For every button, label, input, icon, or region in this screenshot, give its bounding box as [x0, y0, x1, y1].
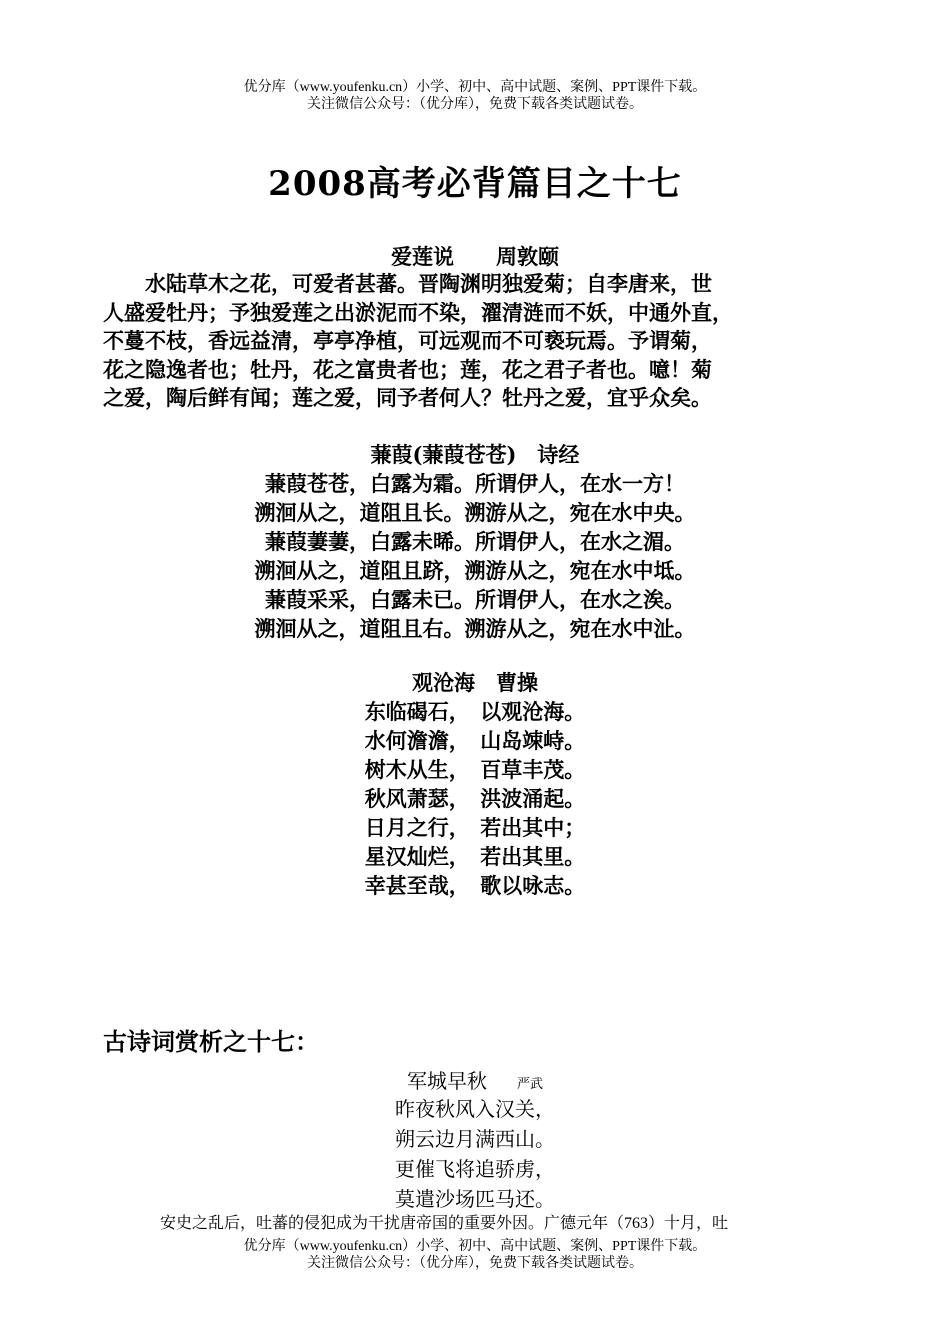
guancanghai-line: 水何澹澹， 山岛竦峙。: [364, 728, 586, 753]
guancanghai-heading: 观沧海 曹操: [412, 670, 538, 695]
header-line-2: 关注微信公众号：（优分库），免费下载各类试题试卷。: [307, 97, 643, 112]
ailian-line: 不蔓不枝，香远益清，亭亭净植，可远观而不可亵玩焉。予谓菊，: [103, 328, 712, 354]
header-line-1: 优分库（www.youfenku.cn）小学、初中、高中试题、案例、PPT课件下载。: [243, 80, 707, 95]
guancanghai-line: 秋风萧瑟， 洪波涌起。: [364, 786, 586, 811]
intro-text: 安史之乱后，吐蕃的侵犯成为干扰唐帝国的重要外因。广德元年（763）十月，吐: [160, 1215, 729, 1232]
jianjia-heading: 蒹葭(蒹葭苍苍) 诗经: [370, 442, 580, 467]
jianjia-line: 蒹葭萋萋，白露未晞。所谓伊人，在水之湄。: [265, 529, 685, 554]
jianjia-line: 溯洄从之，道阻且长。溯游从之，宛在水中央。: [254, 500, 696, 525]
ailian-line: 人盛爱牡丹；予独爱莲之出淤泥而不染，濯清涟而不妖，中通外直，: [103, 299, 733, 325]
poem-line: 莫遣沙场匹马还。: [395, 1187, 555, 1211]
guancanghai-line: 树木从生， 百草丰茂。: [364, 757, 586, 782]
guancanghai-line: 日月之行， 若出其中；: [364, 815, 586, 840]
page-title: 2008高考必背篇目之十七: [268, 164, 682, 204]
ailian-line: 水陆草木之花，可爱者甚蕃。晋陶渊明独爱菊；自李唐来，世: [103, 271, 712, 296]
guancanghai-line: 东临碣石， 以观沧海。: [364, 699, 586, 724]
footer-line-2: 关注微信公众号：（优分库），免费下载各类试题试卷。: [307, 1256, 643, 1271]
poem-title: 军城早秋: [406, 1069, 487, 1093]
jianjia-line: 蒹葭苍苍，白露为霜。所谓伊人，在水一方！: [265, 471, 685, 496]
jianjia-line: 蒹葭采采，白露未已。所谓伊人，在水之涘。: [265, 587, 685, 612]
jianjia-body: [0, 469, 950, 643]
ailian-line: 之爱，陶后鲜有闻；莲之爱，同予者何人？牡丹之爱，宜乎众矣。: [103, 385, 712, 411]
section-title: 古诗词赏析之十七：: [103, 1028, 319, 1056]
guancanghai-body: [0, 697, 950, 900]
ailian-line: 花之隐逸者也；牡丹，花之富贵者也；莲，花之君子者也。噫！菊: [103, 356, 712, 382]
junchengzaoqiu-body: [0, 1094, 950, 1214]
ailian-heading: 爱莲说 周敦颐: [391, 244, 559, 269]
poem-line: 更催飞将追骄虏，: [395, 1157, 555, 1181]
poem-line: 昨夜秋风入汉关，: [395, 1097, 555, 1121]
poem-line: 朔云边月满西山。: [395, 1127, 555, 1151]
jianjia-line: 溯洄从之，道阻且跻，溯游从之，宛在水中坻。: [254, 558, 696, 583]
poem-author: 严武: [516, 1077, 543, 1092]
footer-line-1: 优分库（www.youfenku.cn）小学、初中、高中试题、案例、PPT课件下载。: [243, 1239, 707, 1254]
guancanghai-line: 星汉灿烂， 若出其里。: [364, 844, 586, 869]
ailian-body: [103, 270, 863, 413]
guancanghai-line: 幸甚至哉， 歌以咏志。: [364, 873, 586, 898]
jianjia-line: 溯洄从之，道阻且右。溯游从之，宛在水中沚。: [254, 616, 696, 641]
